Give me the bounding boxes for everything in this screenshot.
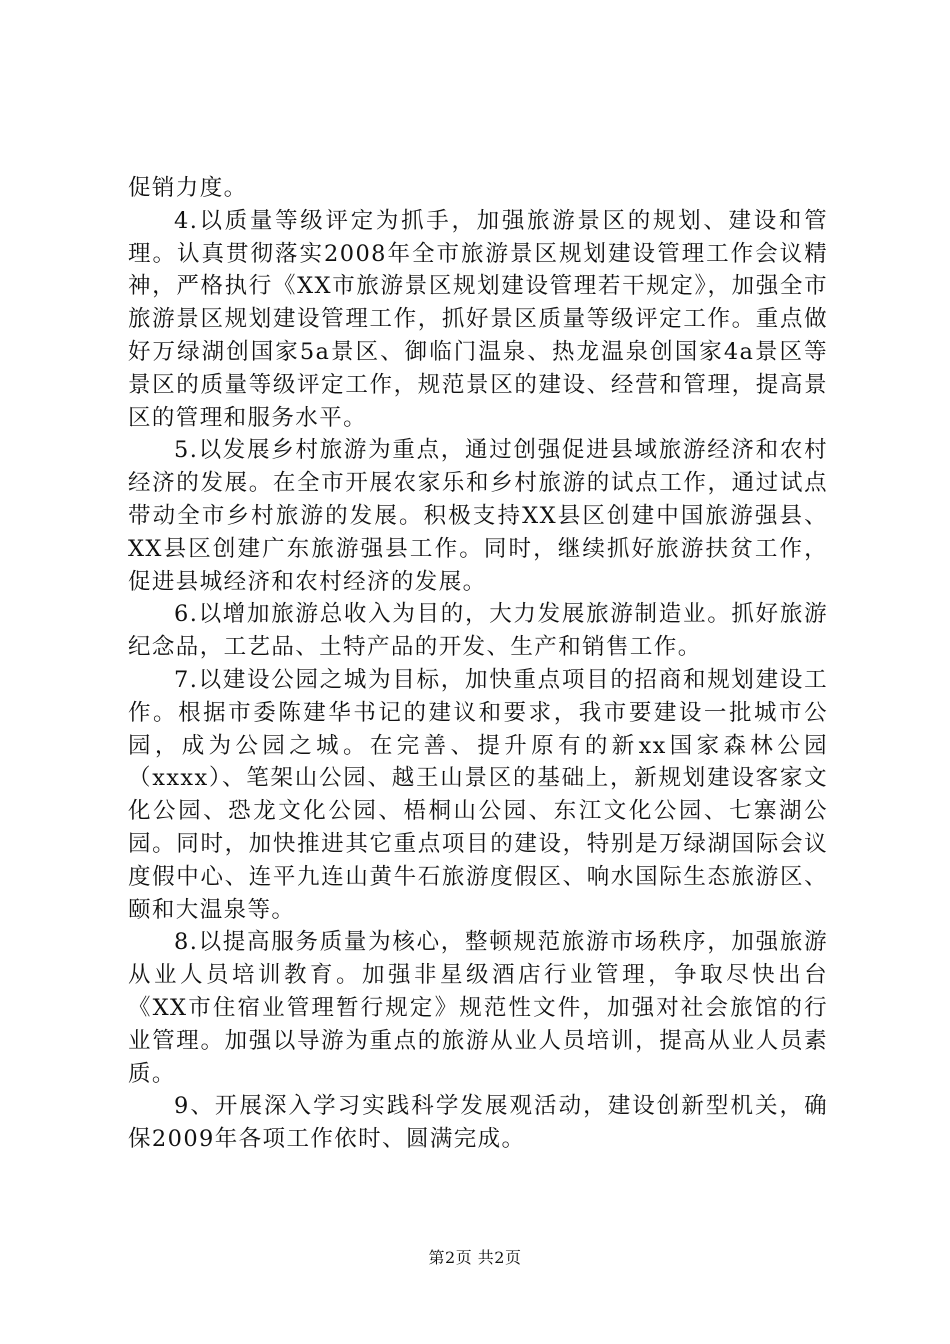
page-number-footer: 第2页 共2页 xyxy=(428,1248,522,1267)
paragraph-item-6: 6.以增加旅游总收入为目的，大力发展旅游制造业。抓好旅游纪念品，工艺品、土特产品的开发、生产和销售工作。 xyxy=(128,601,828,661)
paragraph-item-5: 5.以发展乡村旅游为重点，通过创强促进县域旅游经济和农村经济的发展。在全市开展农家乐和乡村旅游的试点工作，通过试点带动全市乡村旅游的发展。积极支持XX县区创建中国旅游强县、XX县区创建广东旅游强县工作。同时，继续抓好旅游扶贫工作，促进县城经济和农村经济的发展。 xyxy=(128,437,828,595)
document-body xyxy=(128,172,828,1156)
paragraph-continuation: 促销力度。 xyxy=(128,175,248,201)
paragraph-item-9: 9、开展深入学习实践科学发展观活动，建设创新型机关，确保2009年各项工作依时、圆满完成。 xyxy=(128,1093,828,1153)
paragraph-item-7: 7.以建设公园之城为目标，加快重点项目的招商和规划建设工作。根据市委陈建华书记的建议和要求，我市要建设一批城市公园，成为公园之城。在完善、提升原有的新xx国家森林公园（xxxx）、笔架山公园、越王山景区的基础上，新规划建设客家文化公园、恐龙文化公园、梧桐山公园、东江文化公园、七寨湖公园。同时，加快推进其它重点项目的建设，特别是万绿湖国际会议度假中心、连平九连山黄牛石旅游度假区、响水国际生态旅游区、颐和大温泉等。 xyxy=(128,666,828,923)
paragraph-item-8: 8.以提高服务质量为核心，整顿规范旅游市场秩序，加强旅游从业人员培训教育。加强非星级酒店行业管理，争取尽快出台《XX市住宿业管理暂行规定》规范性文件，加强对社会旅馆的行业管理。加强以导游为重点的旅游从业人员培训，提高从业人员素质。 xyxy=(128,929,828,1087)
paragraph-item-4: 4.以质量等级评定为抓手，加强旅游景区的规划、建设和管理。认真贯彻落实2008年全市旅游景区规划建设管理工作会议精神，严格执行《XX市旅游景区规划建设管理若干规定》，加强全市旅游景区规划建设管理工作，抓好景区质量等级评定工作。重点做好万绿湖创国家5a景区、御临门温泉、热龙温泉创国家4a景区等景区的质量等级评定工作，规范景区的建设、经营和管理，提高景区的管理和服务水平。 xyxy=(128,207,828,431)
